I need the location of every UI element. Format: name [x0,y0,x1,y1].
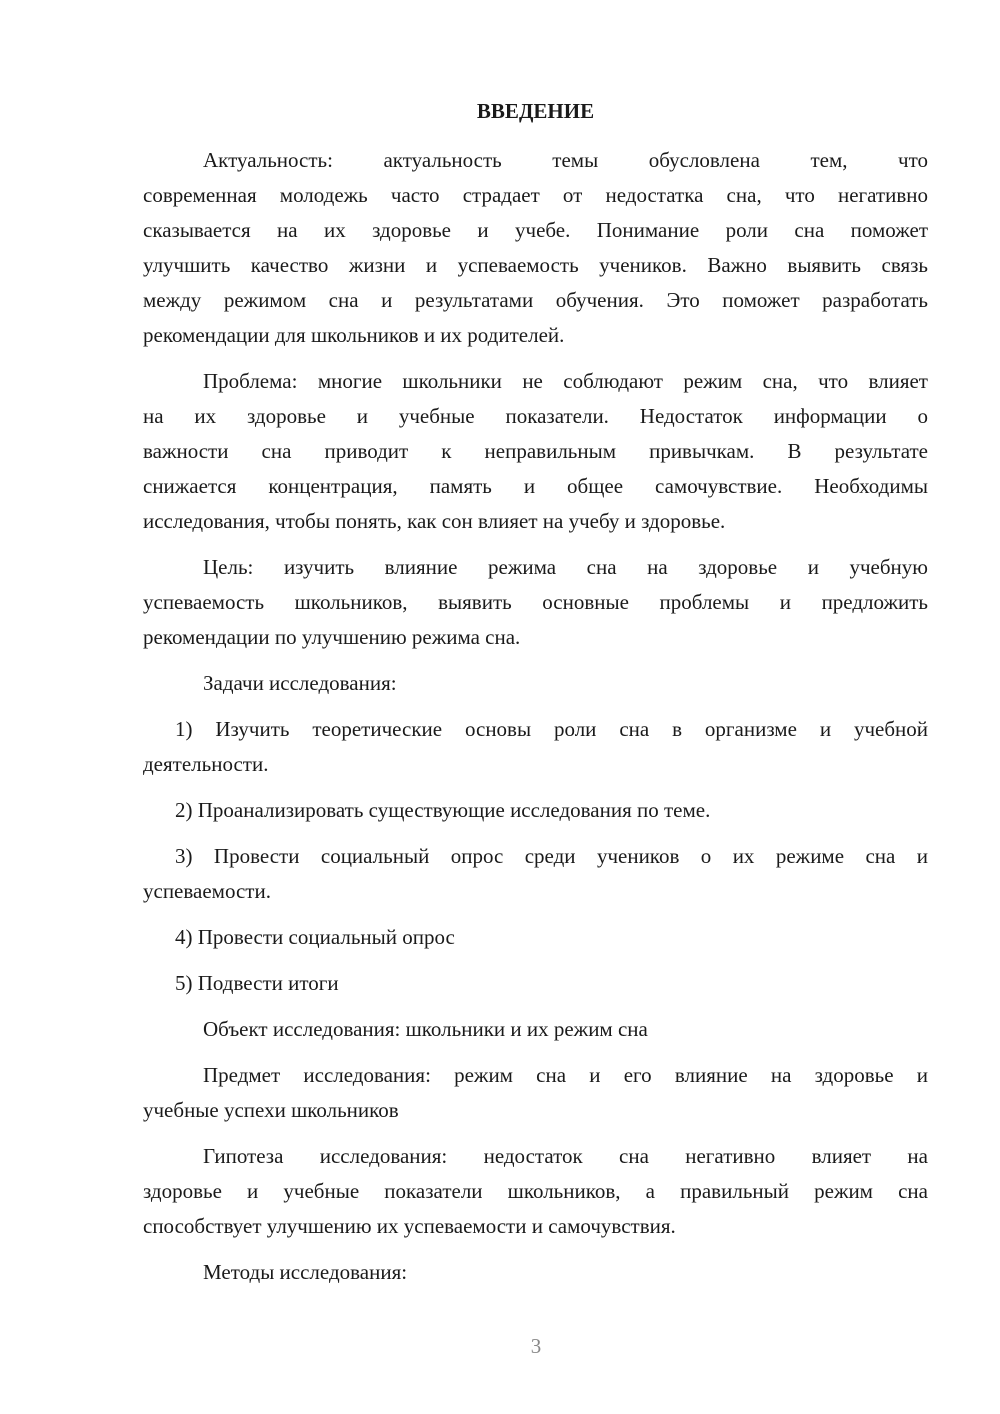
paragraph [143,143,928,353]
text-line: здоровье и учебные показатели школьников, а правильный режим сна [143,1179,928,1203]
text-line: учебные успехи школьников [143,1098,399,1122]
paragraph [143,1139,928,1244]
text-line: Актуальность: актуальность темы обусловлена тем, что [203,148,928,172]
text-line: улучшить качество жизни и успеваемость учеников. Важно выявить связь [143,253,928,277]
text-line: рекомендации для школьников и их родителей. [143,323,565,347]
text-line: Объект исследования: школьники и их режим сна [203,1017,648,1041]
text-line: 2) Проанализировать существующие исследования по теме. [175,798,711,822]
text-line: деятельности. [143,752,269,776]
paragraph [143,1255,928,1290]
paragraph [143,1058,928,1128]
text-line: снижается концентрация, память и общее самочувствие. Необходимы [143,474,928,498]
document-body [143,143,928,1301]
page-title: ВВЕДЕНИЕ [476,99,595,123]
paragraph [143,1012,928,1047]
text-line: успеваемости. [143,879,271,903]
text-line: успеваемость школьников, выявить основные проблемы и предложить [143,590,928,614]
paragraph [143,550,928,655]
text-line: 5) Подвести итоги [175,971,339,995]
text-line: современная молодежь часто страдает от недостатка сна, что негативно [143,183,928,207]
list-item [143,839,928,909]
text-line: Цель: изучить влияние режима сна на здоровье и учебную [203,555,928,579]
list-item [143,920,928,955]
text-line: Проблема: многие школьники не соблюдают режим сна, что влияет [203,369,928,393]
text-line: Методы исследования: [203,1260,408,1284]
list-item [143,966,928,1001]
text-line: между режимом сна и результатами обучения. Это поможет разработать [143,288,928,312]
text-line: рекомендации по улучшению режима сна. [143,625,521,649]
text-line: 1) Изучить теоретические основы роли сна в организме и учебной [175,717,928,741]
text-line: сказывается на их здоровье и учебе. Понимание роли сна поможет [143,218,928,242]
text-line: Предмет исследования: режим сна и его влияние на здоровье и [203,1063,928,1087]
page-number: 3 [530,1334,542,1358]
list-item [143,712,928,782]
text-line: способствует улучшению их успеваемости и самочувствия. [143,1214,676,1238]
list-item [143,793,928,828]
text-line: на их здоровье и учебные показатели. Недостаток информации о [143,404,928,428]
paragraph [143,666,928,701]
text-line: Гипотеза исследования: недостаток сна негативно влияет на [203,1144,928,1168]
text-line: важности сна приводит к неправильным привычкам. В результате [143,439,928,463]
text-line: Задачи исследования: [203,671,397,695]
text-line: 4) Провести социальный опрос [175,925,455,949]
paragraph [143,364,928,539]
text-line: исследования, чтобы понять, как сон влияет на учебу и здоровье. [143,509,726,533]
text-line: 3) Провести социальный опрос среди учеников о их режиме сна и [175,844,928,868]
